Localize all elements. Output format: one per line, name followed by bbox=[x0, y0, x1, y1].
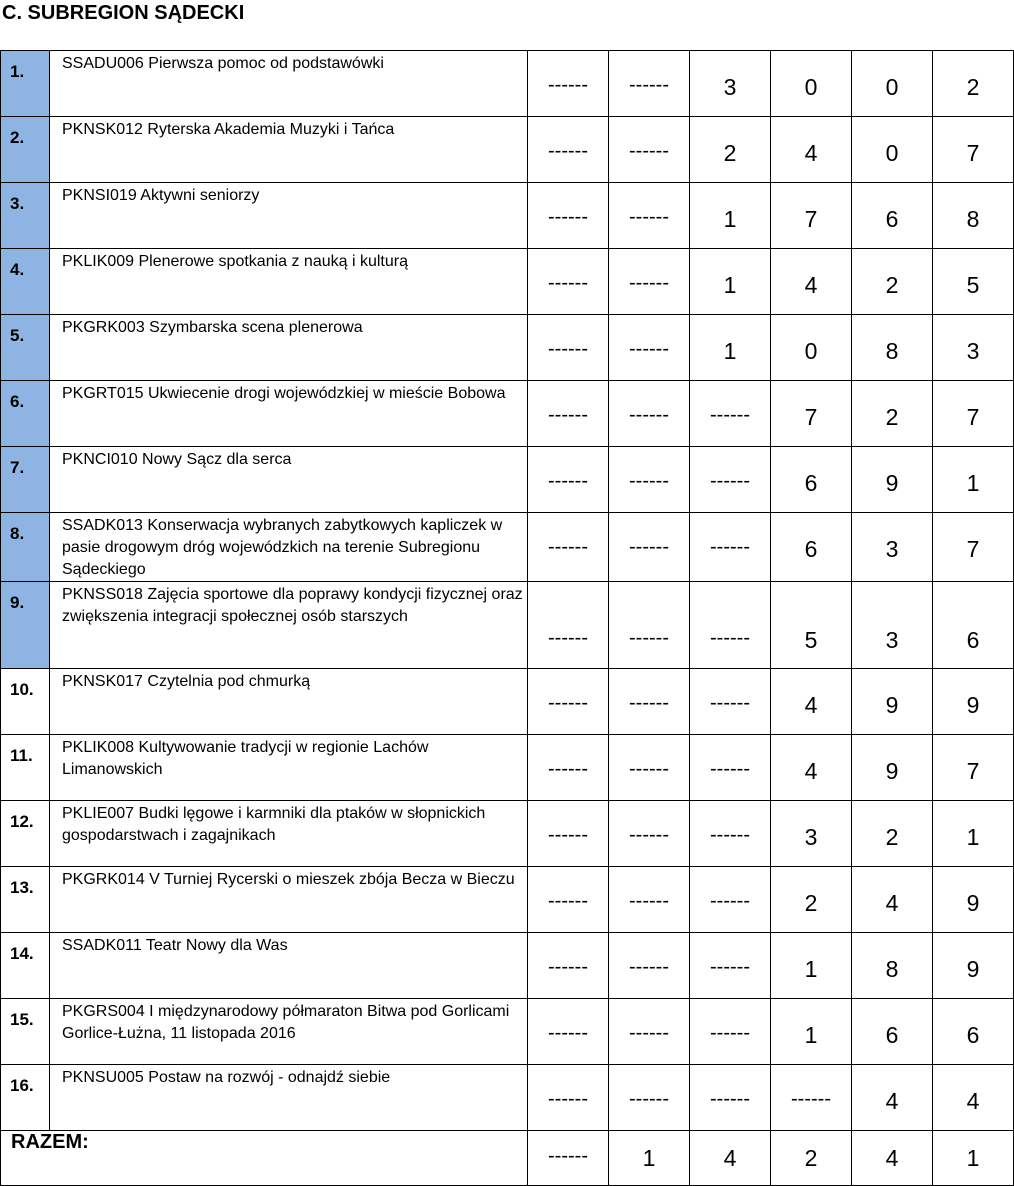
score-value: ------ bbox=[710, 1088, 750, 1110]
score-cell bbox=[609, 867, 690, 933]
score-value: 0 bbox=[885, 74, 899, 100]
score-cell bbox=[690, 801, 771, 867]
row-number-cell bbox=[1, 582, 50, 669]
score-cell bbox=[609, 669, 690, 735]
score-value: 7 bbox=[804, 206, 818, 232]
score-cell bbox=[771, 513, 852, 582]
score-value: ------ bbox=[629, 890, 669, 912]
row-number: 2. bbox=[10, 128, 25, 147]
score-value: ------ bbox=[629, 536, 669, 558]
score-value: 9 bbox=[966, 956, 980, 982]
score-cell bbox=[528, 447, 609, 513]
score-value: 5 bbox=[804, 627, 818, 653]
row-number-cell bbox=[1, 999, 50, 1065]
score-cell bbox=[852, 1065, 933, 1131]
score-cell bbox=[690, 183, 771, 249]
score-value: ------ bbox=[710, 758, 750, 780]
project-name: SSADU006 Pierwsza pomoc od podstawówki bbox=[50, 51, 528, 117]
score-value: ------ bbox=[629, 404, 669, 426]
score-cell bbox=[528, 801, 609, 867]
score-value: 1 bbox=[804, 1022, 818, 1048]
score-value: ------ bbox=[548, 470, 588, 492]
row-number: 4. bbox=[10, 260, 25, 279]
score-value: ------ bbox=[629, 824, 669, 846]
table-row bbox=[1, 447, 1014, 513]
score-cell bbox=[933, 513, 1014, 582]
score-cell bbox=[771, 735, 852, 801]
score-cell bbox=[771, 867, 852, 933]
score-cell bbox=[609, 801, 690, 867]
score-cell bbox=[771, 183, 852, 249]
score-cell bbox=[609, 249, 690, 315]
score-cell bbox=[852, 801, 933, 867]
score-cell bbox=[528, 582, 609, 669]
row-number: 7. bbox=[10, 458, 25, 477]
score-cell bbox=[609, 51, 690, 117]
total-spacer bbox=[50, 1131, 528, 1186]
score-value: 7 bbox=[966, 536, 980, 562]
project-name: PKLIK008 Kultywowanie tradycji w regionie Lachów Limanowskich bbox=[50, 735, 528, 801]
score-value: 3 bbox=[966, 338, 980, 364]
project-name: PKNCI010 Nowy Sącz dla serca bbox=[50, 447, 528, 513]
row-number: 13. bbox=[10, 878, 34, 897]
score-value: ------ bbox=[548, 140, 588, 162]
score-cell bbox=[690, 249, 771, 315]
total-row bbox=[1, 1131, 1014, 1186]
total-value-cell bbox=[690, 1131, 771, 1186]
score-cell bbox=[933, 735, 1014, 801]
score-value: ------ bbox=[548, 272, 588, 294]
score-cell bbox=[609, 735, 690, 801]
score-value: 9 bbox=[885, 758, 899, 784]
score-cell bbox=[609, 447, 690, 513]
score-value: 2 bbox=[885, 272, 899, 298]
score-value: ------ bbox=[629, 692, 669, 714]
score-value: ------ bbox=[710, 692, 750, 714]
score-value: 7 bbox=[966, 404, 980, 430]
table-row bbox=[1, 867, 1014, 933]
score-cell bbox=[528, 381, 609, 447]
score-cell bbox=[852, 582, 933, 669]
score-cell bbox=[933, 999, 1014, 1065]
score-value: 9 bbox=[885, 470, 899, 496]
score-value: ------ bbox=[629, 74, 669, 96]
score-cell bbox=[771, 1065, 852, 1131]
score-value: 6 bbox=[966, 1022, 980, 1048]
row-number-cell bbox=[1, 933, 50, 999]
score-cell bbox=[852, 381, 933, 447]
score-cell bbox=[690, 867, 771, 933]
project-name: SSADK013 Konserwacja wybranych zabytkowych kapliczek w pasie drogowym dróg wojewódzkich na terenie Subregionu Sądeckiego bbox=[50, 513, 528, 582]
score-cell bbox=[933, 669, 1014, 735]
score-value: ------ bbox=[629, 627, 669, 649]
row-number-cell bbox=[1, 669, 50, 735]
score-value: ------ bbox=[629, 338, 669, 360]
score-value: ------ bbox=[629, 272, 669, 294]
score-value: 8 bbox=[885, 338, 899, 364]
score-value: 1 bbox=[723, 206, 737, 232]
row-number: 1. bbox=[10, 62, 25, 81]
score-cell bbox=[690, 669, 771, 735]
score-value: ------ bbox=[629, 470, 669, 492]
score-cell bbox=[933, 582, 1014, 669]
score-cell bbox=[528, 1065, 609, 1131]
project-name: PKNSK017 Czytelnia pod chmurką bbox=[50, 669, 528, 735]
score-cell bbox=[609, 933, 690, 999]
row-number: 5. bbox=[10, 326, 25, 345]
table-row bbox=[1, 183, 1014, 249]
table-row bbox=[1, 249, 1014, 315]
score-value: 7 bbox=[804, 404, 818, 430]
score-value: 0 bbox=[804, 74, 818, 100]
score-value: 2 bbox=[885, 404, 899, 430]
row-number-cell bbox=[1, 867, 50, 933]
project-name: PKLIE007 Budki lęgowe i karmniki dla ptaków w słopnickich gospodarstwach i zagajnikach bbox=[50, 801, 528, 867]
project-name: PKLIK009 Plenerowe spotkania z nauką i kulturą bbox=[50, 249, 528, 315]
project-name: PKNSS018 Zajęcia sportowe dla poprawy kondycji fizycznej oraz zwiększenia integracji społecznej osób starszych bbox=[50, 582, 528, 669]
score-cell bbox=[609, 315, 690, 381]
row-number-cell bbox=[1, 183, 50, 249]
row-number: 3. bbox=[10, 194, 25, 213]
total-value: 4 bbox=[885, 1145, 899, 1171]
total-value-cell bbox=[609, 1131, 690, 1186]
row-number-cell bbox=[1, 249, 50, 315]
score-cell bbox=[933, 51, 1014, 117]
score-value: 2 bbox=[804, 890, 818, 916]
score-value: 6 bbox=[804, 470, 818, 496]
score-cell bbox=[609, 582, 690, 669]
score-value: 9 bbox=[966, 692, 980, 718]
score-cell bbox=[933, 249, 1014, 315]
score-cell bbox=[528, 867, 609, 933]
row-number-cell bbox=[1, 801, 50, 867]
score-value: ------ bbox=[548, 956, 588, 978]
score-value: ------ bbox=[629, 758, 669, 780]
score-value: ------ bbox=[710, 890, 750, 912]
score-value: ------ bbox=[548, 1088, 588, 1110]
score-value: ------ bbox=[629, 1088, 669, 1110]
score-cell bbox=[771, 801, 852, 867]
total-value-cell bbox=[933, 1131, 1014, 1186]
table-row bbox=[1, 933, 1014, 999]
score-value: ------ bbox=[629, 1022, 669, 1044]
score-value: 2 bbox=[966, 74, 980, 100]
score-value: 7 bbox=[966, 758, 980, 784]
score-value: 1 bbox=[723, 272, 737, 298]
project-name: PKGRS004 I międzynarodowy półmaraton Bitwa pod Gorlicami Gorlice-Łużna, 11 listopada 2016 bbox=[50, 999, 528, 1065]
results-table-body bbox=[1, 51, 1014, 1186]
score-cell bbox=[852, 249, 933, 315]
score-cell bbox=[528, 999, 609, 1065]
score-cell bbox=[690, 999, 771, 1065]
score-cell bbox=[771, 249, 852, 315]
total-value: ------ bbox=[548, 1145, 588, 1167]
project-name: PKNSK012 Ryterska Akademia Muzyki i Tańca bbox=[50, 117, 528, 183]
project-name: PKNSU005 Postaw na rozwój - odnajdź siebie bbox=[50, 1065, 528, 1131]
total-value: 2 bbox=[804, 1145, 818, 1171]
score-cell bbox=[933, 933, 1014, 999]
score-cell bbox=[690, 117, 771, 183]
table-row bbox=[1, 1065, 1014, 1131]
score-value: ------ bbox=[548, 404, 588, 426]
project-name: SSADK011 Teatr Nowy dla Was bbox=[50, 933, 528, 999]
score-value: ------ bbox=[710, 470, 750, 492]
score-value: 2 bbox=[885, 824, 899, 850]
score-cell bbox=[690, 447, 771, 513]
row-number: 6. bbox=[10, 392, 25, 411]
row-number-cell bbox=[1, 381, 50, 447]
row-number-cell bbox=[1, 513, 50, 582]
score-cell bbox=[609, 513, 690, 582]
table-row bbox=[1, 513, 1014, 582]
score-cell bbox=[690, 315, 771, 381]
score-cell bbox=[852, 867, 933, 933]
score-value: ------ bbox=[710, 404, 750, 426]
row-number-cell bbox=[1, 735, 50, 801]
score-value: ------ bbox=[548, 338, 588, 360]
table-row bbox=[1, 735, 1014, 801]
score-value: 3 bbox=[804, 824, 818, 850]
score-value: ------ bbox=[629, 206, 669, 228]
score-cell bbox=[852, 999, 933, 1065]
score-value: 3 bbox=[723, 74, 737, 100]
score-cell bbox=[690, 582, 771, 669]
total-value-cell bbox=[528, 1131, 609, 1186]
score-value: ------ bbox=[548, 627, 588, 649]
score-value: ------ bbox=[710, 956, 750, 978]
score-value: ------ bbox=[548, 74, 588, 96]
score-cell bbox=[690, 1065, 771, 1131]
score-value: 4 bbox=[804, 758, 818, 784]
section-title: C. SUBREGION SĄDECKI bbox=[2, 2, 245, 24]
score-value: 5 bbox=[966, 272, 980, 298]
score-cell bbox=[609, 117, 690, 183]
row-number-cell bbox=[1, 1065, 50, 1131]
score-cell bbox=[933, 381, 1014, 447]
score-cell bbox=[852, 183, 933, 249]
table-row bbox=[1, 801, 1014, 867]
score-value: 6 bbox=[885, 206, 899, 232]
score-value: ------ bbox=[548, 206, 588, 228]
total-value-cell bbox=[852, 1131, 933, 1186]
table-row bbox=[1, 117, 1014, 183]
table-row bbox=[1, 669, 1014, 735]
score-value: 4 bbox=[885, 890, 899, 916]
table-row bbox=[1, 315, 1014, 381]
score-cell bbox=[771, 933, 852, 999]
score-cell bbox=[771, 582, 852, 669]
total-value: 4 bbox=[723, 1145, 737, 1171]
row-number-cell bbox=[1, 51, 50, 117]
score-cell bbox=[771, 999, 852, 1065]
score-value: 4 bbox=[966, 1088, 980, 1114]
score-cell bbox=[528, 735, 609, 801]
total-value: 1 bbox=[966, 1145, 980, 1171]
score-cell bbox=[933, 183, 1014, 249]
score-value: ------ bbox=[710, 1022, 750, 1044]
project-name: PKGRT015 Ukwiecenie drogi wojewódzkiej w mieście Bobowa bbox=[50, 381, 528, 447]
row-number: 11. bbox=[10, 746, 33, 765]
score-value: ------ bbox=[548, 758, 588, 780]
project-name: PKGRK003 Szymbarska scena plenerowa bbox=[50, 315, 528, 381]
score-value: 1 bbox=[966, 824, 980, 850]
score-cell bbox=[771, 381, 852, 447]
score-value: ------ bbox=[629, 956, 669, 978]
project-name: PKGRK014 V Turniej Rycerski o mieszek zbója Becza w Bieczu bbox=[50, 867, 528, 933]
score-cell bbox=[852, 669, 933, 735]
score-cell bbox=[528, 249, 609, 315]
score-value: 6 bbox=[966, 627, 980, 653]
score-value: 0 bbox=[885, 140, 899, 166]
table-row bbox=[1, 381, 1014, 447]
table-row bbox=[1, 582, 1014, 669]
total-label: RAZEM: bbox=[1, 1131, 50, 1186]
total-value: 1 bbox=[642, 1145, 656, 1171]
score-cell bbox=[852, 513, 933, 582]
score-cell bbox=[690, 51, 771, 117]
score-value: 1 bbox=[804, 956, 818, 982]
table-row bbox=[1, 999, 1014, 1065]
project-name: PKNSI019 Aktywni seniorzy bbox=[50, 183, 528, 249]
score-cell bbox=[609, 1065, 690, 1131]
score-cell bbox=[690, 735, 771, 801]
score-value: 6 bbox=[885, 1022, 899, 1048]
score-value: ------ bbox=[548, 536, 588, 558]
score-cell bbox=[771, 117, 852, 183]
score-cell bbox=[933, 867, 1014, 933]
score-value: 9 bbox=[966, 890, 980, 916]
score-value: ------ bbox=[710, 824, 750, 846]
score-value: 7 bbox=[966, 140, 980, 166]
score-value: 8 bbox=[885, 956, 899, 982]
score-cell bbox=[609, 183, 690, 249]
row-number: 9. bbox=[10, 593, 25, 612]
score-value: 4 bbox=[885, 1088, 899, 1114]
score-value: 2 bbox=[723, 140, 737, 166]
total-value-cell bbox=[771, 1131, 852, 1186]
score-cell bbox=[528, 183, 609, 249]
row-number-cell bbox=[1, 117, 50, 183]
score-cell bbox=[852, 933, 933, 999]
score-value: 1 bbox=[723, 338, 737, 364]
score-cell bbox=[852, 51, 933, 117]
score-value: 1 bbox=[966, 470, 980, 496]
score-cell bbox=[609, 381, 690, 447]
score-cell bbox=[690, 513, 771, 582]
score-cell bbox=[852, 735, 933, 801]
row-number: 10. bbox=[10, 680, 34, 699]
score-value: ------ bbox=[629, 140, 669, 162]
score-value: 4 bbox=[804, 272, 818, 298]
score-cell bbox=[771, 669, 852, 735]
score-cell bbox=[852, 447, 933, 513]
table-row bbox=[1, 51, 1014, 117]
score-cell bbox=[690, 933, 771, 999]
score-value: 3 bbox=[885, 536, 899, 562]
score-cell bbox=[528, 51, 609, 117]
score-value: 4 bbox=[804, 140, 818, 166]
score-cell bbox=[933, 117, 1014, 183]
score-value: ------ bbox=[710, 627, 750, 649]
score-cell bbox=[528, 513, 609, 582]
score-cell bbox=[528, 669, 609, 735]
score-value: ------ bbox=[548, 1022, 588, 1044]
score-cell bbox=[933, 447, 1014, 513]
score-value: 4 bbox=[804, 692, 818, 718]
row-number: 8. bbox=[10, 524, 25, 543]
score-cell bbox=[933, 315, 1014, 381]
row-number: 16. bbox=[10, 1076, 34, 1095]
score-cell bbox=[852, 315, 933, 381]
score-cell bbox=[528, 117, 609, 183]
score-cell bbox=[771, 315, 852, 381]
score-cell bbox=[528, 315, 609, 381]
score-value: 3 bbox=[885, 627, 899, 653]
score-value: ------ bbox=[548, 824, 588, 846]
score-value: ------ bbox=[548, 692, 588, 714]
results-table bbox=[0, 50, 1014, 1186]
score-value: ------ bbox=[548, 890, 588, 912]
score-value: 8 bbox=[966, 206, 980, 232]
score-cell bbox=[609, 999, 690, 1065]
score-value: ------ bbox=[710, 536, 750, 558]
score-value: 0 bbox=[804, 338, 818, 364]
score-cell bbox=[690, 381, 771, 447]
score-cell bbox=[771, 447, 852, 513]
row-number: 14. bbox=[10, 944, 34, 963]
score-value: 6 bbox=[804, 536, 818, 562]
score-value: 9 bbox=[885, 692, 899, 718]
score-cell bbox=[933, 801, 1014, 867]
row-number-cell bbox=[1, 447, 50, 513]
row-number: 12. bbox=[10, 812, 34, 831]
score-cell bbox=[852, 117, 933, 183]
row-number-cell bbox=[1, 315, 50, 381]
score-value: ------ bbox=[791, 1088, 831, 1110]
score-cell bbox=[933, 1065, 1014, 1131]
row-number: 15. bbox=[10, 1010, 34, 1029]
score-cell bbox=[771, 51, 852, 117]
score-cell bbox=[528, 933, 609, 999]
